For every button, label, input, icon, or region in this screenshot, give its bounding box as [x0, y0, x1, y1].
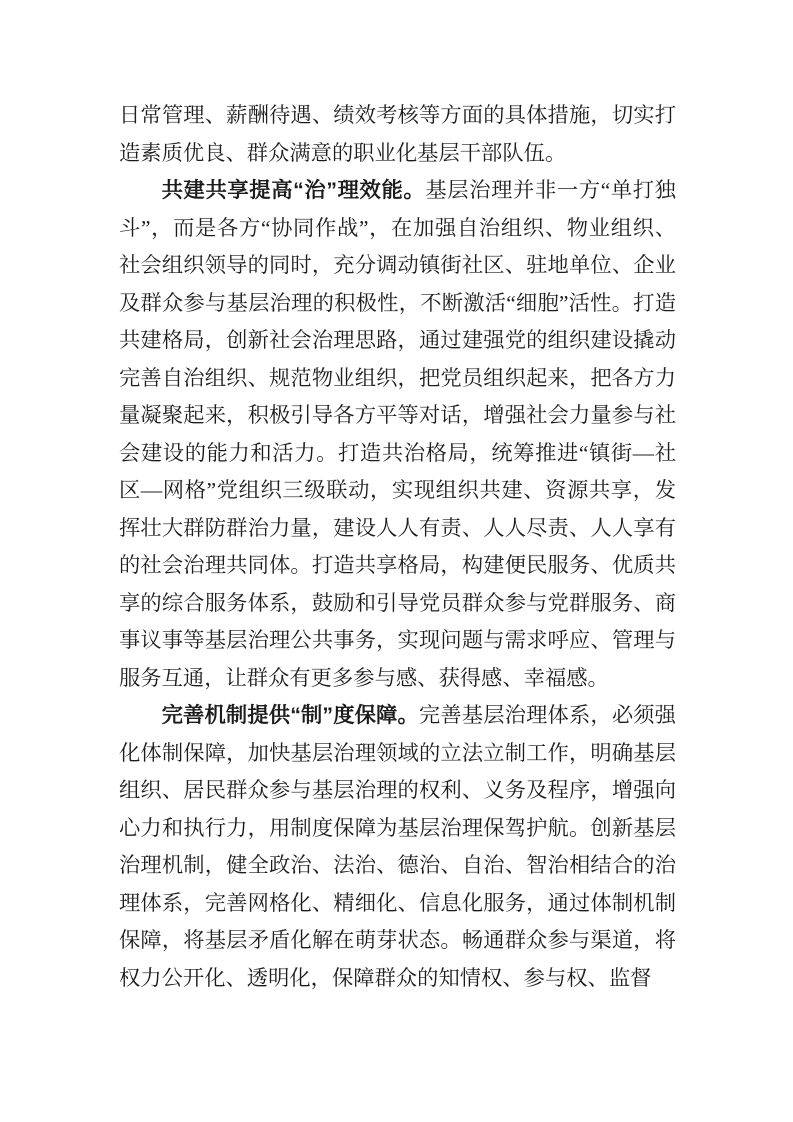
paragraph [119, 97, 676, 172]
paragraph [119, 172, 676, 697]
text-run: 完善基层治理体系，必须强化体制保障，加快基层治理领域的立法立制工作，明确基层组织、居民群众参与基层治理的权利、义务及程序，增强向心力和执行力，用制度保障为基层治理保驾护航。创新基层治理机制，健全政治、法治、德治、自治、智治相结合的治理体系，完善网格化、精细化、信息化服务，通过体制机制保障，将基层矛盾化解在萌芽状态。畅通群众参与渠道，将权力公开化、透明化，保障群众的知情权、参与权、监督 [119, 703, 676, 990]
paragraph [119, 697, 676, 997]
text-run: 日常管理、薪酬待遇、绩效考核等方面的具体措施，切实打造素质优良、群众满意的职业化基层干部队伍。 [119, 103, 676, 165]
text-run-bold: 完善机制提供“制”度保障。 [161, 703, 419, 727]
document-body [119, 97, 676, 997]
text-run: 基层治理并非一方“单打独斗”，而是各方“协同作战”，在加强自治组织、物业组织、社会组织领导的同时，充分调动镇街社区、驻地单位、企业及群众参与基层治理的积极性，不断激活“细胞”活性。打造共建格局，创新社会治理思路，通过建强党的组织建设撬动完善自治组织、规范物业组织，把党员组织起来，把各方力量凝聚起来，积极引导各方平等对话，增强社会力量参与社会建设的能力和活力。打造共治格局，统筹推进“镇街—社区—网格”党组织三级联动，实现组织共建、资源共享，发挥壮大群防群治力量，建设人人有责、人人尽责、人人享有的社会治理共同体。打造共享格局，构建便民服务、优质共享的综合服务体系，鼓励和引导党员群众参与党群服务、商事议事等基层治理公共事务，实现问题与需求呼应、管理与服务互通，让群众有更多参与感、获得感、幸福感。 [119, 178, 676, 690]
text-run-bold: 共建共享提高“治”理效能。 [161, 178, 426, 202]
